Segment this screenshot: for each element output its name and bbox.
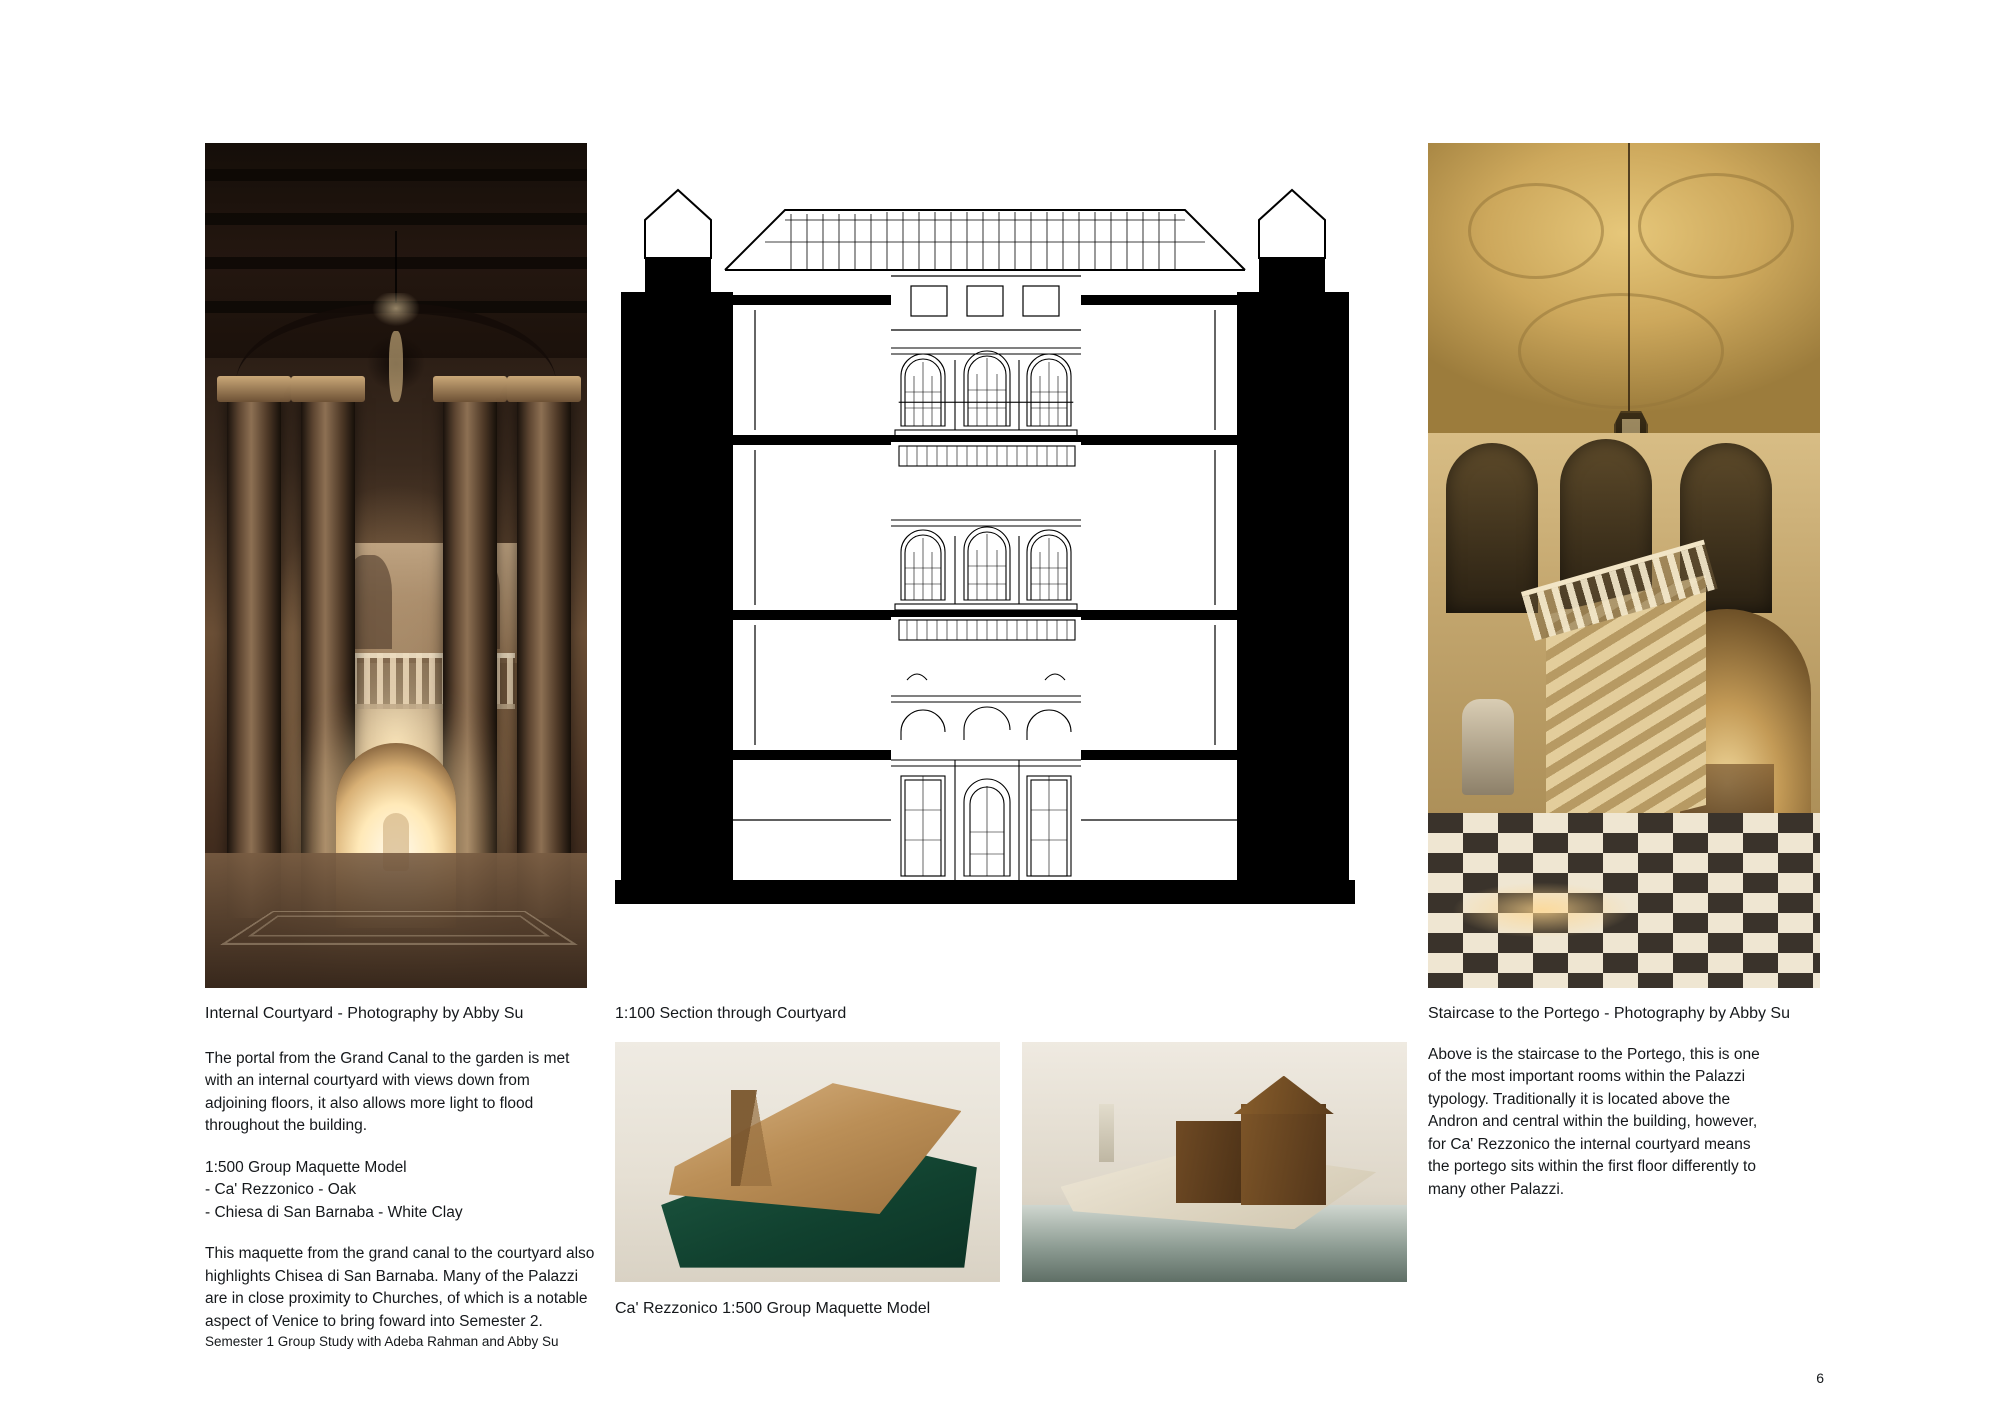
courtyard-column [517,398,571,918]
page-number: 6 [1816,1370,1824,1386]
model-heading: 1:500 Group Maquette Model [205,1158,407,1176]
chandelier-icon [353,293,439,421]
staircase-portego-photo [1428,143,1820,988]
caption-section: 1:100 Section through Courtyard [615,1005,847,1022]
stair-wall-arch [1446,443,1538,613]
lantern-cord [1628,143,1630,413]
maquette-block [1241,1104,1326,1205]
maquette-blocks [731,1090,900,1186]
caption-maquette: Ca' Rezzonico 1:500 Group Maquette Model [615,1300,931,1317]
footer-note: Semester 1 Group Study with Adeba Rahman and Abby Su [205,1334,559,1349]
courtyard-column [227,398,281,918]
internal-courtyard-photo [205,143,587,988]
maquette-block [1176,1121,1249,1203]
caption-courtyard: Internal Courtyard - Photography by Abby Su [205,1005,524,1022]
right-paragraph: Above is the staircase to the Portego, this is one of the most important rooms within the Palazzi typology. Traditionally it is located above the Andron and central within the building, however, for Ca' Rezzonico the internal courtyard means the portego sits within the first floor differently to many other Palazzi. [1428,1046,1760,1198]
right-body-text [1428,1044,1773,1201]
left-paragraph-2: This maquette from the grand canal to the courtyard also highlights Chisea di San Barnaba. Many of the Palazzi are in close proximity to Churches, of which is a notable aspect of Venice to bring foward into Semester 2. [205,1245,595,1330]
section-drawing [615,180,1355,970]
maquette-photo-overview [615,1042,1000,1282]
maquette-campanile [1099,1104,1114,1162]
model-item-2: - Chiesa di San Barnaba - White Clay [205,1203,463,1221]
caption-staircase: Staircase to the Portego - Photography by Abby Su [1428,1005,1790,1022]
section-drawing-svg [615,180,1355,970]
model-list [205,1157,595,1224]
stair-ceiling-fresco [1428,143,1820,443]
stair-statue [1462,699,1514,795]
maquette-photo-detail [1022,1042,1407,1282]
floor-light-pool [1452,882,1632,938]
courtyard-floor [205,853,587,988]
left-body-text [205,1048,595,1352]
model-item-1: - Ca' Rezzonico - Oak [205,1181,357,1199]
left-paragraph-1: The portal from the Grand Canal to the garden is met with an internal courtyard with views down from adjoining floors, it also allows more light to flood throughout the building. [205,1050,570,1135]
